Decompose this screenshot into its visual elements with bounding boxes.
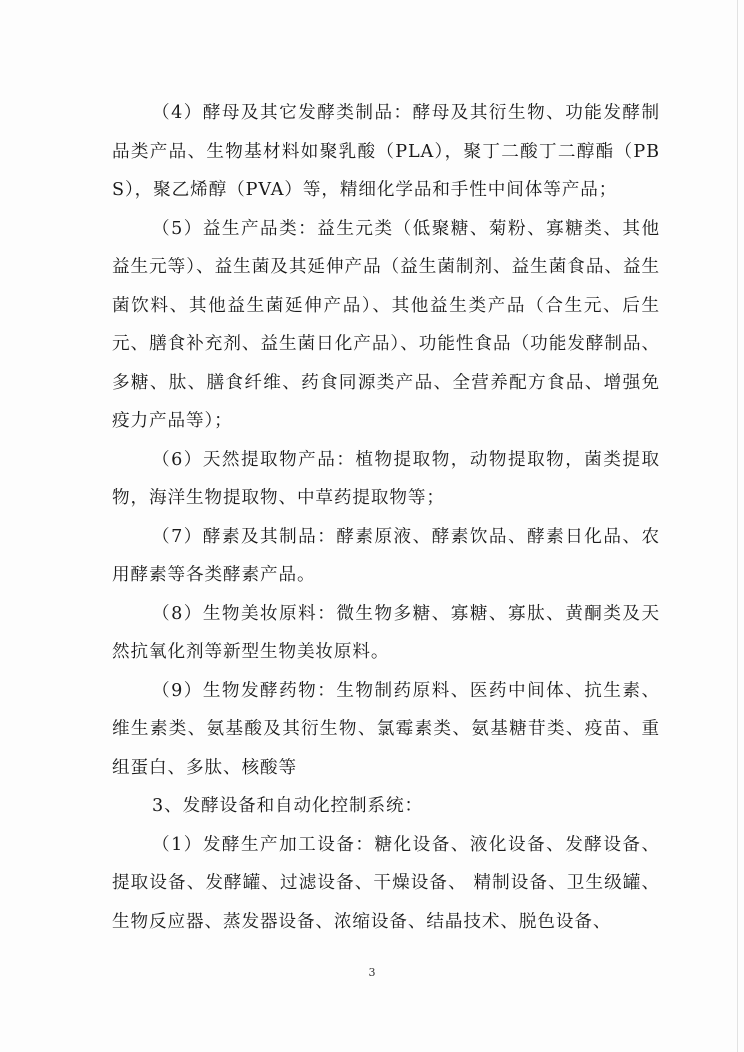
paragraph-processing-equipment: （1）发酵生产加工设备：糖化设备、液化设备、发酵设备、提取设备、发酵罐、过滤设备、干燥设备、 精制设备、卫生级罐、生物反应器、蒸发器设备、浓缩设备、结晶技术、脱色设备、 <box>112 834 660 932</box>
document-body <box>112 94 660 941</box>
paragraph-cosmetic-materials: （8）生物美妆原料：微生物多糖、寡糖、寡肽、黄酮类及天然抗氧化剂等新型生物美妆原料。 <box>112 603 660 662</box>
paragraph-enzyme-products: （7）酵素及其制品：酵素原液、酵素饮品、酵素日化品、农用酵素等各类酵素产品。 <box>112 526 660 585</box>
paragraph-yeast-products: （4）酵母及其它发酵类制品：酵母及其衍生物、功能发酵制品类产品、生物基材料如聚乳酸（PLA），聚丁二酸丁二醇酯（PBS），聚乙烯醇（PVA）等，精细化学品和手性中间体等产品； <box>112 103 660 200</box>
paragraph-fermentation-drugs: （9）生物发酵药物：生物制药原料、医药中间体、抗生素、维生素类、氨基酸及其衍生物、氯霉素类、氨基糖苷类、疫苗、重组蛋白、多肽、核酸等 <box>112 680 660 778</box>
section-heading-equipment: 3、发酵设备和自动化控制系统： <box>152 796 424 816</box>
paragraph-natural-extracts: （6）天然提取物产品：植物提取物，动物提取物，菌类提取物，海洋生物提取物、中草药提取物等； <box>112 449 660 508</box>
paragraph-probiotic-products: （5）益生产品类：益生元类（低聚糖、菊粉、寡糖类、其他益生元等）、益生菌及其延伸产品（益生菌制剂、益生菌食品、益生菌饮料、其他益生菌延伸产品）、其他益生类产品（合生元、后生元、膳食补充剂、益生菌日化产品）、功能性食品（功能发酵制品、多糖、肽、膳食纤维、药食同源类产品、全营养配方食品、增强免疫力产品等）； <box>112 218 660 431</box>
scan-edge-line <box>737 0 738 1052</box>
page-number: 3 <box>368 966 376 979</box>
